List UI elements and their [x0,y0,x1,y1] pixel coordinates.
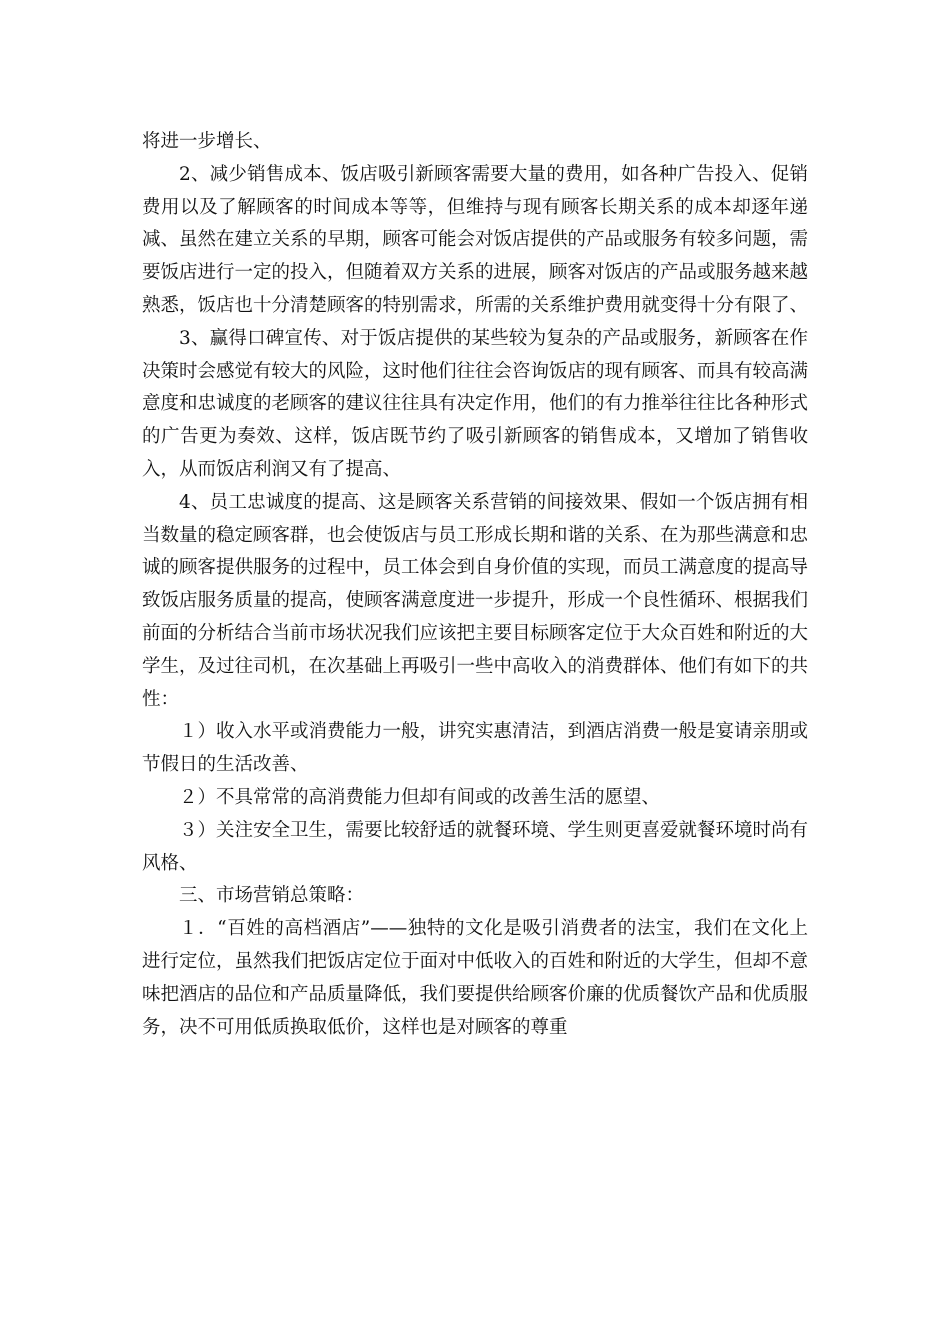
document-body [142,126,808,1044]
list-item-2: ２）不具常常的高消费能力但却有间或的改善生活的愿望、 [179,786,661,808]
paragraph-point-4: 4、员工忠诚度的提高、这是顾客关系营销的间接效果、假如一个饭店拥有相当数量的稳定顾客群，也会使饭店与员工形成长期和谐的关系、在为那些满意和忠诚的顾客提供服务的过程中，员工体会到自身价值的实现，而员工满意度的提高导致饭店服务质量的提高，使顾客满意度进一步提升，形成一个良性循环、根据我们前面的分析结合当前市场状况我们应该把主要目标顾客定位于大众百姓和附近的大学生，及过往司机，在次基础上再吸引一些中高收入的消费群体、他们有如下的共性： [142,491,809,710]
paragraph-point-2: 2、减少销售成本、饭店吸引新顾客需要大量的费用，如各种广告投入、促销费用以及了解顾客的时间成本等等，但维持与现有顾客长期关系的成本却逐年递减、虽然在建立关系的早期，顾客可能会对饭店提供的产品或服务有较多问题，需要饭店进行一定的投入，但随着双方关系的进展，顾客对饭店的产品或服务越来越熟悉，饭店也十分清楚顾客的特别需求，所需的关系维护费用就变得十分有限了、 [142,163,809,316]
paragraph-strategy-1: １．“百姓的高档酒店”——独特的文化是吸引消费者的法宝，我们在文化上进行定位，虽然我们把饭店定位于面对中低收入的百姓和附近的大学生，但却不意味把酒店的品位和产品质量降低，我们要提供给顾客价廉的优质餐饮产品和优质服务，决不可用低质换取低价，这样也是对顾客的尊重 [142,918,809,1038]
paragraph-point-3: 3、赢得口碑宣传、对于饭店提供的某些较为复杂的产品或服务，新顾客在作决策时会感觉有较大的风险，这时他们往往会咨询饭店的现有顾客、而具有较高满意度和忠诚度的老顾客的建议往往具有决定作用，他们的有力推举往往比各种形式的广告更为奏效、这样，饭店既节约了吸引新顾客的销售成本，又增加了销售收入，从而饭店利润又有了提高、 [142,327,809,480]
list-item-1: １）收入水平或消费能力一般，讲究实惠清洁，到酒店消费一般是宴请亲朋或节假日的生活改善、 [142,721,809,776]
list-item-3: ３）关注安全卫生，需要比较舒适的就餐环境、学生则更喜爱就餐环境时尚有风格、 [142,819,809,874]
section-heading: 三、市场营销总策略： [179,885,365,907]
paragraph-continuation: 将进一步增长、 [142,131,272,152]
